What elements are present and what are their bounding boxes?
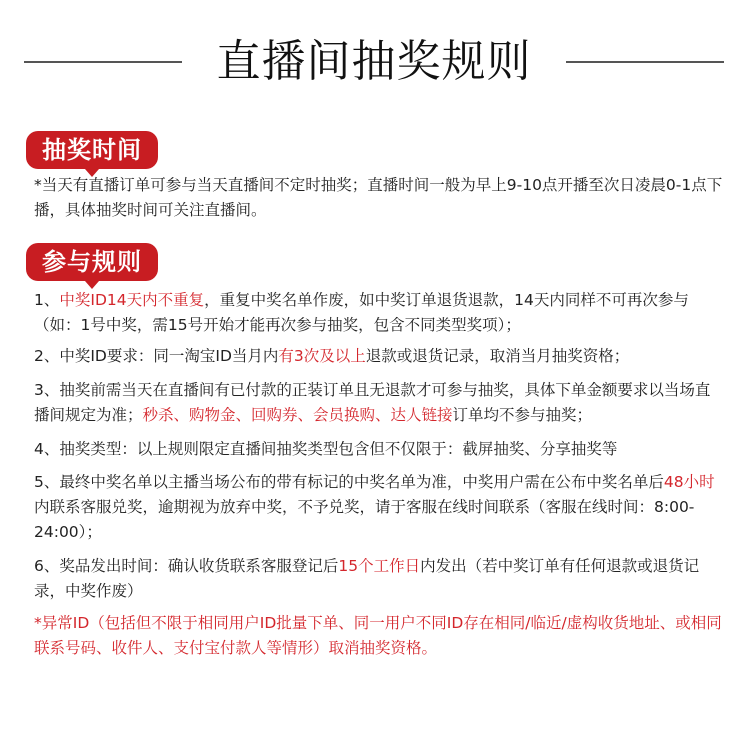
- draw-time-paragraph: [34, 173, 724, 223]
- rule-text: ，重复中奖名单作废，如中奖订单退货退款，14天内同样不可再次参与（如：1号中奖，需15号开始才能再次参与抽奖，包含不同类型奖项）；: [34, 291, 689, 334]
- rule-text: 订单均不参与抽奖；: [452, 406, 593, 424]
- rule-item-6: [34, 554, 724, 604]
- title-divider-left: [24, 61, 182, 63]
- rule-text: 5、最终中奖名单以主播当场公布的带有标记的中奖名单为准，中奖用户需在公布中奖名单后: [34, 473, 664, 491]
- rule-item-4: [34, 437, 724, 462]
- rule-highlight: 秒杀、购物金、回购券、会员换购、达人链接: [142, 406, 453, 424]
- rule-item-3: [34, 378, 724, 428]
- rule-item-5: [34, 470, 724, 545]
- rule-text: 3、抽奖前需当天在直播间有已付款的正装订单且无退款才可参与抽奖，具体下单金额要求以当场直播间规定为准；: [34, 381, 711, 424]
- rule-highlight: 中奖ID14天内不重复: [59, 291, 205, 309]
- rule-text: 内发出（若中奖订单有任何退款或退货记录，中奖作废）: [34, 557, 700, 600]
- title-divider-right: [566, 61, 724, 63]
- rule-text: 2、中奖ID要求：同一淘宝ID当月内: [34, 347, 279, 365]
- rule-highlight: 48小时: [663, 473, 715, 491]
- section-heading-draw-time: 抽奖时间: [26, 131, 158, 169]
- rule-highlight: 有3次及以上: [278, 347, 366, 365]
- rule-item-2: [34, 344, 724, 369]
- notice-text: *异常ID（包括但不限于相同用户ID批量下单、同一用户不同ID存在相同/临近/虚构收货地址、或相同联系号码、收件人、支付宝付款人等情形）取消抽奖资格。: [34, 614, 722, 657]
- rule-text: 退款或退货记录，取消当月抽奖资格；: [365, 347, 630, 365]
- rule-text: 1、: [34, 291, 60, 309]
- paragraph-text: *当天有直播订单可参与当天直播间不定时抽奖；直播时间一般为早上9-10点开播至次日凌晨0-1点下播，具体抽奖时间可关注直播间。: [34, 176, 723, 219]
- section-heading-participation-rules: 参与规则: [26, 243, 158, 281]
- page-title: 直播间抽奖规则: [216, 36, 532, 87]
- rule-text: 6、奖品发出时间：确认收货联系客服登记后: [34, 557, 339, 575]
- abnormal-id-notice: [34, 611, 724, 661]
- rule-item-1: [34, 288, 724, 338]
- rule-text: 内联系客服兑奖，逾期视为放弃中奖，不予兑奖，请于客服在线时间联系（客服在线时间：8:00-24:00）；: [34, 498, 695, 541]
- title-row: [0, 28, 750, 100]
- rule-text: 4、抽奖类型：以上规则限定直播间抽奖类型包含但不仅限于：截屏抽奖、分享抽奖等: [34, 440, 618, 458]
- rule-highlight: 15个工作日: [338, 557, 421, 575]
